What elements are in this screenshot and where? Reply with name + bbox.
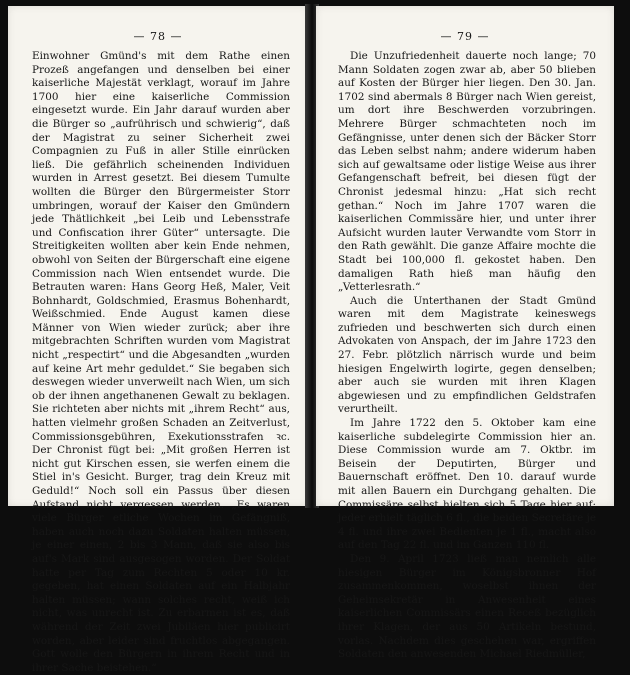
paragraph: Auch die Unterthanen der Stadt Gmünd waren mit dem Magistrate keineswegs zufrieden und beschwerten sich durch einen Advokaten von Anspach, der im Jahre 1723 den 27. Febr. plötzlich närrisch wurde und beim hiesigen Engelwirth logirte, gegen denselben; aber auch sie wurden mit ihren Klagen abgewiesen und zu empfindlichen Geldstrafen verurtheilt. (338, 294, 596, 416)
paragraph: Einwohner Gmünd's mit dem Rathe einen Prozeß angefangen und denselben bei einer kaiserliche Majestät verklagt, worauf im Jahre 1700 hier eine kaiserliche Commission eingesetzt wurde. Ein Jahr darauf wurden aber die Bürger so „aufrührisch und schwierig“, daß der Magistrat zu seiner Sicherheit zwei Compagnien zu Fuß in aller Stille einrücken ließ. Die gefährlich scheinenden Individuen wurden in Arrest gesetzt. Bei diesem Tumulte wollten die Bürger den Bürgermeister Storr umbringen, worauf der Kaiser den Gmündern jede Thätlichkeit „bei Leib und Lebensstrafe und Confiscation ihrer Güter“ untersagte. Die Streitigkeiten wollten aber kein Ende nehmen, obwohl von Seiten der Bürgerschaft eine eigene Commission nach Wien entsendet wurde. Die Betrauten waren: Hans Georg Heß, Maler, Veit Bohnhardt, Goldschmied, Erasmus Bohenhardt, Weißschmied. Ende August kamen diese Männer von Wien wieder zurück; aber ihre mitgebrachten Schriften wurden vom Magistrat nicht „respectirt“ und die Abgesandten „wurden auf keine Art mehr geduldet.“ Sie begaben sich deswegen wieder unverweilt nach Wien, um sich ob der ihnen angethanenen Gewalt zu beklagen. Sie richteten aber nichts mit „ihrem Recht“ aus, hatten vielmehr großen Schaden an Zeitverlust, Commissionsgebühren, Exekutionsstrafen ꝛc. Der Chronist fügt bei: „Mit großen Herren ist nicht gut Kirschen essen, sie werfen einem die Stiel in's Gesicht. Burger, trag dein Kreuz mit Geduld!“ Noch soll ein Passus über diesen Aufstand nicht vergessen werden. „Es waren viele Bürger etliche Wochen im Gefängniß, haben auch noch dazu Soldaten halten müssen, je einer einen, 2 bis 3 Mann, daß sie also bis auf's Mark sind ausgesogen worden. Der Soldat hatte per Tag zum Rechten 5 oder 10 kr. gegeben, hat einen Soldaten auf ein Halbjahr halten müssen; wann solches recht, weiß ich nicht, was unrecht ist. Zu erbarmen ist es, daß während der Zeit zwei Jubiläen hier publicirt worden, aber leider sind fruchtlos abgegangen. Gott wolle den Bürgern in ihrem Recht und in ihrer Sache beistehen.“ (32, 50, 290, 674)
paragraph: Den 9. April 1723 ließ man nemlich alle hiesigen Bürger im Königsbronner Hof zusammenkommen, woselbst ihnen der Geheimsekretär in Anwesenheit eines kaiserlichen Commissärs einen Receß bezüglich ihrer Klagen, der aus 50 Artikeln bestund, vorlas. Nachdem dies geschehen war, ergriffen Soldaten den anwesenden Michael Riedmüller, (338, 552, 596, 661)
left-page (8, 6, 308, 674)
page-body (32, 50, 290, 675)
paragraph: Die Unzufriedenheit dauerte noch lange; 70 Mann Soldaten zogen zwar ab, aber 50 blieben auf Kosten der Bürger hier liegen. Den 30. Jan. 1702 sind abermals 8 Bürger nach Wien gereist, um dort ihre Beschwerden vorzubringen. Mehrere Bürger schmachteten noch im Gefängnisse, unter denen sich der Bäcker Storr das Leben selbst nahm; andere widerum haben sich auf gewaltsame oder listige Weise aus ihrer Gefangenschaft befreit, bei diesen fügt der Chronist jedesmal hinzu: „Hat sich recht gethan.“ Noch im Jahre 1707 waren die kaiserlichen Commissäre hier, und unter ihrer Aufsicht wurden lauter Verwandte vom Storr in den Rath gewählt. Die ganze Affaire mochte die Stadt bei 100,000 fl. gekostet haben. Den damaligen Rath hieß man häufig den „Vetterlesrath.“ (338, 50, 596, 294)
page-number: — 78 — (133, 30, 183, 43)
page-number: — 79 — (440, 30, 490, 43)
page-body (338, 50, 596, 662)
right-page (316, 6, 614, 661)
paragraph: Im Jahre 1722 den 5. Oktober kam eine kaiserliche subdelegirte Commission hier an. Diese Commission wurde am 7. Oktbr. im Beisein der Deputirten, Bürger und Bauernschaft eröffnet. Den 10. darauf wurde mit allen Bauern ein Durchgang gehalten. Die Commissäre selbst hielten sich 5 Tage hier auf; jeder erhielt täglich 6 fl., die beiden Secretäre je 4 fl. und ihre zwei Bedienten je 1 fl., macht also auf den Tag 22 fl. und im Ganzen 110 fl. (338, 417, 596, 552)
